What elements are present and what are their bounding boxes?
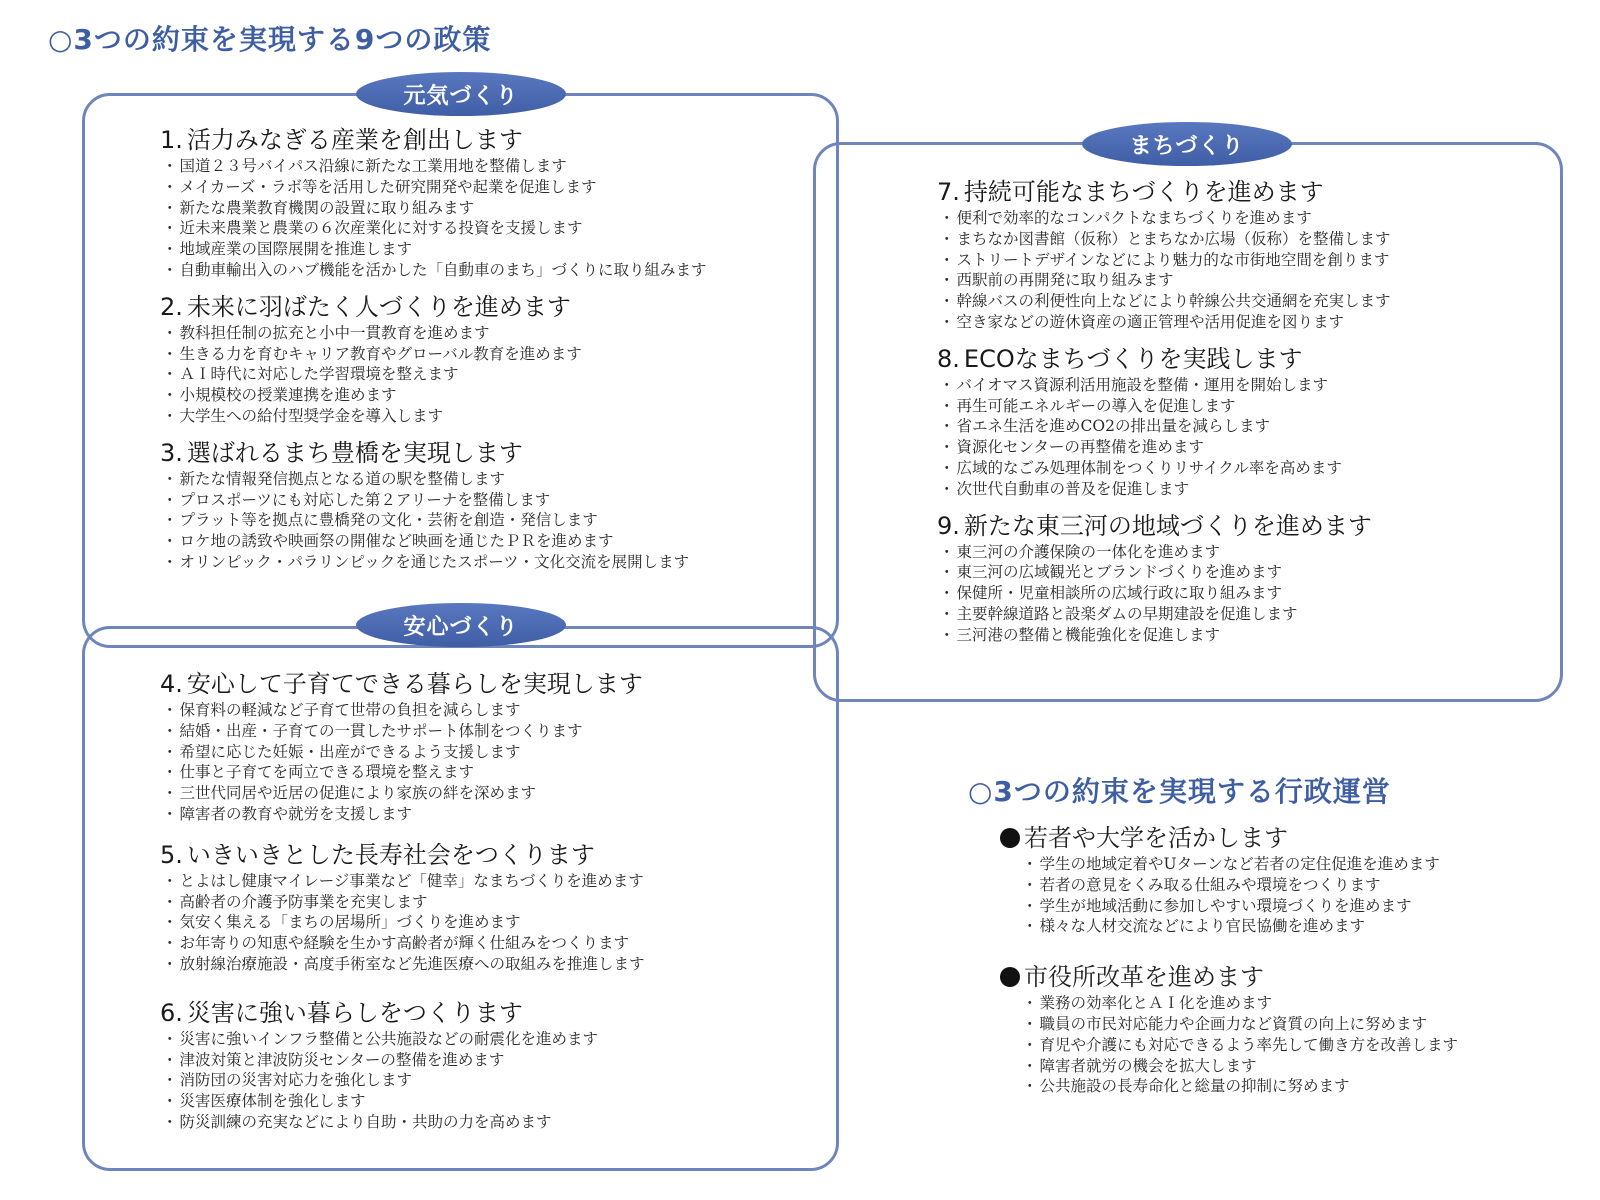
- policy-item: ・ 地域産業の国際展開を推進します: [160, 239, 707, 260]
- policy-item: ・ 主要幹線道路と設楽ダムの早期建設を促進します: [937, 604, 1391, 625]
- admin-title: 若者や大学を活かします: [1024, 824, 1288, 852]
- policy-title: 未来に羽ばたく人づくりを進めます: [186, 292, 571, 321]
- policy-item-list: [937, 542, 1391, 646]
- policy-block: [160, 668, 645, 825]
- policy-block: [937, 176, 1391, 333]
- policy-title: 安心して子育てできる暮らしを実現します: [186, 670, 643, 698]
- policy-item-list: [937, 208, 1391, 333]
- policy-item: ・ 希望に応じた妊娠・出産ができるよう支援します: [160, 742, 645, 763]
- policy-item: ・ 空き家などの遊休資産の適正管理や活用促進を図ります: [937, 312, 1391, 333]
- policy-title: ECOなまちづくりを実践します: [963, 344, 1303, 373]
- policy-item: ・ 東三河の広域観光とブランドづくりを進めます: [937, 562, 1391, 583]
- policy-item-list: [160, 700, 645, 825]
- policy-item: ・ 三世代同居や近居の促進により家族の絆を深めます: [160, 783, 645, 804]
- policy-item: ・ 大学生への給付型奨学金を導入します: [160, 406, 707, 427]
- policy-item-list: [160, 469, 707, 573]
- policy-item: ・ 生きる力を育むキャリア教育やグローバル教育を進めます: [160, 344, 707, 365]
- policy-block: [160, 437, 707, 573]
- policy-number: 1.: [160, 126, 183, 154]
- policy-block: [937, 510, 1391, 646]
- policy-title: 災害に強い暮らしをつくります: [186, 998, 523, 1027]
- policy-heading: [937, 343, 1391, 375]
- policy-title: いきいきとした長寿社会をつくります: [186, 840, 595, 869]
- policy-item: ・ プラット等を拠点に豊橋発の文化・芸術を創造・発信します: [160, 510, 707, 531]
- policy-item: ・ 再生可能エネルギーの導入を促進します: [937, 396, 1391, 417]
- policy-heading: [937, 510, 1391, 542]
- policy-item: ・ 高齢者の介護予防事業を充実します: [160, 892, 645, 913]
- admin-item: ・ 公共施設の長寿命化と総量の抑制に努めます: [1020, 1076, 1458, 1097]
- policy-item: ・ 保育料の軽減など子育て世帯の負担を減らします: [160, 700, 645, 721]
- policy-heading: [160, 997, 645, 1029]
- admin-item: ・ 障害者就労の機会を拡大します: [1020, 1056, 1458, 1077]
- policy-item: ・ 小規模校の授業連携を進めます: [160, 385, 707, 406]
- policy-item-list: [160, 156, 707, 281]
- policy-item: ・ 三河港の整備と機能強化を促進します: [937, 625, 1391, 646]
- policy-block: [160, 124, 707, 281]
- policy-item: ・ ロケ地の誘致や映画祭の開催など映画を通じたＰＲを進めます: [160, 531, 707, 552]
- policy-block: [160, 839, 645, 975]
- admin-item-list: [1020, 993, 1458, 1097]
- policy-item: ・ 幹線バスの利便性向上などにより幹線公共交通網を充実します: [937, 291, 1391, 312]
- policy-item: ・ 気安く集える「まちの居場所」づくりを進めます: [160, 912, 645, 933]
- admin-item: ・ 職員の市民対応能力や企画力など資質の向上に努めます: [1020, 1014, 1458, 1035]
- section-label-genki: 元気づくり: [356, 72, 566, 116]
- policy-item: ・ 保健所・児童相談所の広域行政に取り組みます: [937, 583, 1391, 604]
- policy-item: ・ 放射線治療施設・高度手術室など先進医療への取組みを推進します: [160, 954, 645, 975]
- main-title-policies: ○3つの約束を実現する9つの政策: [48, 23, 492, 56]
- admin-item: ・ 業務の効率化とＡＩ化を進めます: [1020, 993, 1458, 1014]
- policy-item: ・ 新たな情報発信拠点となる道の駅を整備します: [160, 469, 707, 490]
- policy-item-list: [160, 1029, 645, 1133]
- policy-item: ・ 近未来農業と農業の６次産業化に対する投資を支援します: [160, 218, 707, 239]
- admin-heading: [1000, 961, 1458, 993]
- policy-heading: [160, 291, 707, 323]
- policy-item: ・ 新たな農業教育機関の設置に取り組みます: [160, 198, 707, 219]
- genki-policies: [160, 124, 707, 583]
- bullet-dot-icon: [1000, 828, 1020, 848]
- policy-item: ・ 防災訓練の充実などにより自助・共助の力を高めます: [160, 1112, 645, 1133]
- policy-item: ・ バイオマス資源利活用施設を整備・運用を開始します: [937, 375, 1391, 396]
- policy-heading: [937, 176, 1391, 208]
- policy-item: ・ 資源化センターの再整備を進めます: [937, 437, 1391, 458]
- policy-number: 2.: [160, 292, 183, 321]
- policy-item: ・ 教科担任制の拡充と小中一貫教育を進めます: [160, 323, 707, 344]
- policy-number: 6.: [160, 998, 183, 1027]
- policy-item-list: [160, 323, 707, 427]
- policy-heading: [160, 668, 645, 700]
- admin-item: ・ 様々な人材交流などにより官民協働を進めます: [1020, 916, 1458, 937]
- policy-item: ・ プロスポーツにも対応した第２アリーナを整備します: [160, 490, 707, 511]
- anshin-policies: [160, 668, 645, 1147]
- policy-item-list: [160, 871, 645, 975]
- policy-item: ・ 津波対策と津波防災センターの整備を進めます: [160, 1050, 645, 1071]
- policy-block: [160, 997, 645, 1133]
- policy-title: 活力みなぎる産業を創出します: [186, 126, 523, 154]
- policy-item-list: [937, 375, 1391, 500]
- policy-item: ・ 災害に強いインフラ整備と公共施設などの耐震化を進めます: [160, 1029, 645, 1050]
- policy-number: 7.: [937, 178, 960, 206]
- policy-item: ・ 省エネ生活を進めCO2の排出量を減らします: [937, 416, 1391, 437]
- policy-item: ・ 結婚・出産・子育ての一貫したサポート体制をつくります: [160, 721, 645, 742]
- policy-item: ・ 自動車輸出入のハブ機能を活かした「自動車のまち」づくりに取り組みます: [160, 260, 707, 281]
- policy-item: ・ 広域的なごみ処理体制をつくりリサイクル率を高めます: [937, 458, 1391, 479]
- admin-item-list: [1020, 854, 1458, 937]
- policy-item: ・ オリンピック・パラリンピックを通じたスポーツ・文化交流を展開します: [160, 552, 707, 573]
- bullet-dot-icon: [1000, 967, 1020, 987]
- admin-group: [1000, 961, 1458, 1097]
- policy-item: ・ 便利で効率的なコンパクトなまちづくりを進めます: [937, 208, 1391, 229]
- admin-item: ・ 学生が地域活動に参加しやすい環境づくりを進めます: [1020, 896, 1458, 917]
- policy-title: 新たな東三河の地域づくりを進めます: [963, 511, 1372, 540]
- policy-number: 4.: [160, 670, 183, 698]
- administration-groups: [1000, 822, 1458, 1121]
- policy-item: ・ 国道２３号バイパス沿線に新たな工業用地を整備します: [160, 156, 707, 177]
- admin-title: 市役所改革を進めます: [1024, 963, 1264, 992]
- policy-number: 8.: [937, 344, 960, 373]
- policy-number: 3.: [160, 438, 183, 467]
- policy-item: ・ とよはし健康マイレージ事業など「健幸」なまちづくりを進めます: [160, 871, 645, 892]
- policy-heading: [160, 124, 707, 156]
- policy-number: 9.: [937, 511, 960, 540]
- policy-heading: [160, 437, 707, 469]
- policy-title: 選ばれるまち豊橋を実現します: [186, 438, 523, 467]
- policy-item: ・ 消防団の災害対応力を強化します: [160, 1070, 645, 1091]
- policy-item: ・ 次世代自動車の普及を促進します: [937, 479, 1391, 500]
- policy-heading: [160, 839, 645, 871]
- policy-number: 5.: [160, 840, 183, 869]
- admin-group: [1000, 822, 1458, 937]
- policy-block: [160, 291, 707, 427]
- policy-block: [937, 343, 1391, 500]
- policy-item: ・ お年寄りの知恵や経験を生かす高齢者が輝く仕組みをつくります: [160, 933, 645, 954]
- admin-heading: [1000, 822, 1458, 854]
- main-title-administration: ○3つの約束を実現する行政運営: [968, 775, 1391, 808]
- policy-item: ・ ストリートデザインなどにより魅力的な市街地空間を創ります: [937, 250, 1391, 271]
- machi-policies: [937, 176, 1391, 656]
- admin-item: ・ 若者の意見をくみ取る仕組みや環境をつくります: [1020, 875, 1458, 896]
- policy-item: ・ 災害医療体制を強化します: [160, 1091, 645, 1112]
- admin-item: ・ 学生の地域定着やUターンなど若者の定住促進を進めます: [1020, 854, 1458, 875]
- policy-item: ・ まちなか図書館（仮称）とまちなか広場（仮称）を整備します: [937, 229, 1391, 250]
- policy-item: ・ 仕事と子育てを両立できる環境を整えます: [160, 762, 645, 783]
- admin-item: ・ 育児や介護にも対応できるよう率先して働き方を改善します: [1020, 1035, 1458, 1056]
- policy-item: ・ ＡＩ時代に対応した学習環境を整えます: [160, 364, 707, 385]
- policy-item: ・ 東三河の介護保険の一体化を進めます: [937, 542, 1391, 563]
- section-label-machi: まちづくり: [1082, 122, 1292, 166]
- policy-title: 持続可能なまちづくりを進めます: [963, 178, 1324, 206]
- policy-item: ・ 障害者の教育や就労を支援します: [160, 804, 645, 825]
- policy-item: ・ 西駅前の再開発に取り組みます: [937, 270, 1391, 291]
- section-label-anshin: 安心づくり: [356, 603, 566, 647]
- policy-item: ・ メイカーズ・ラボ等を活用した研究開発や起業を促進します: [160, 177, 707, 198]
